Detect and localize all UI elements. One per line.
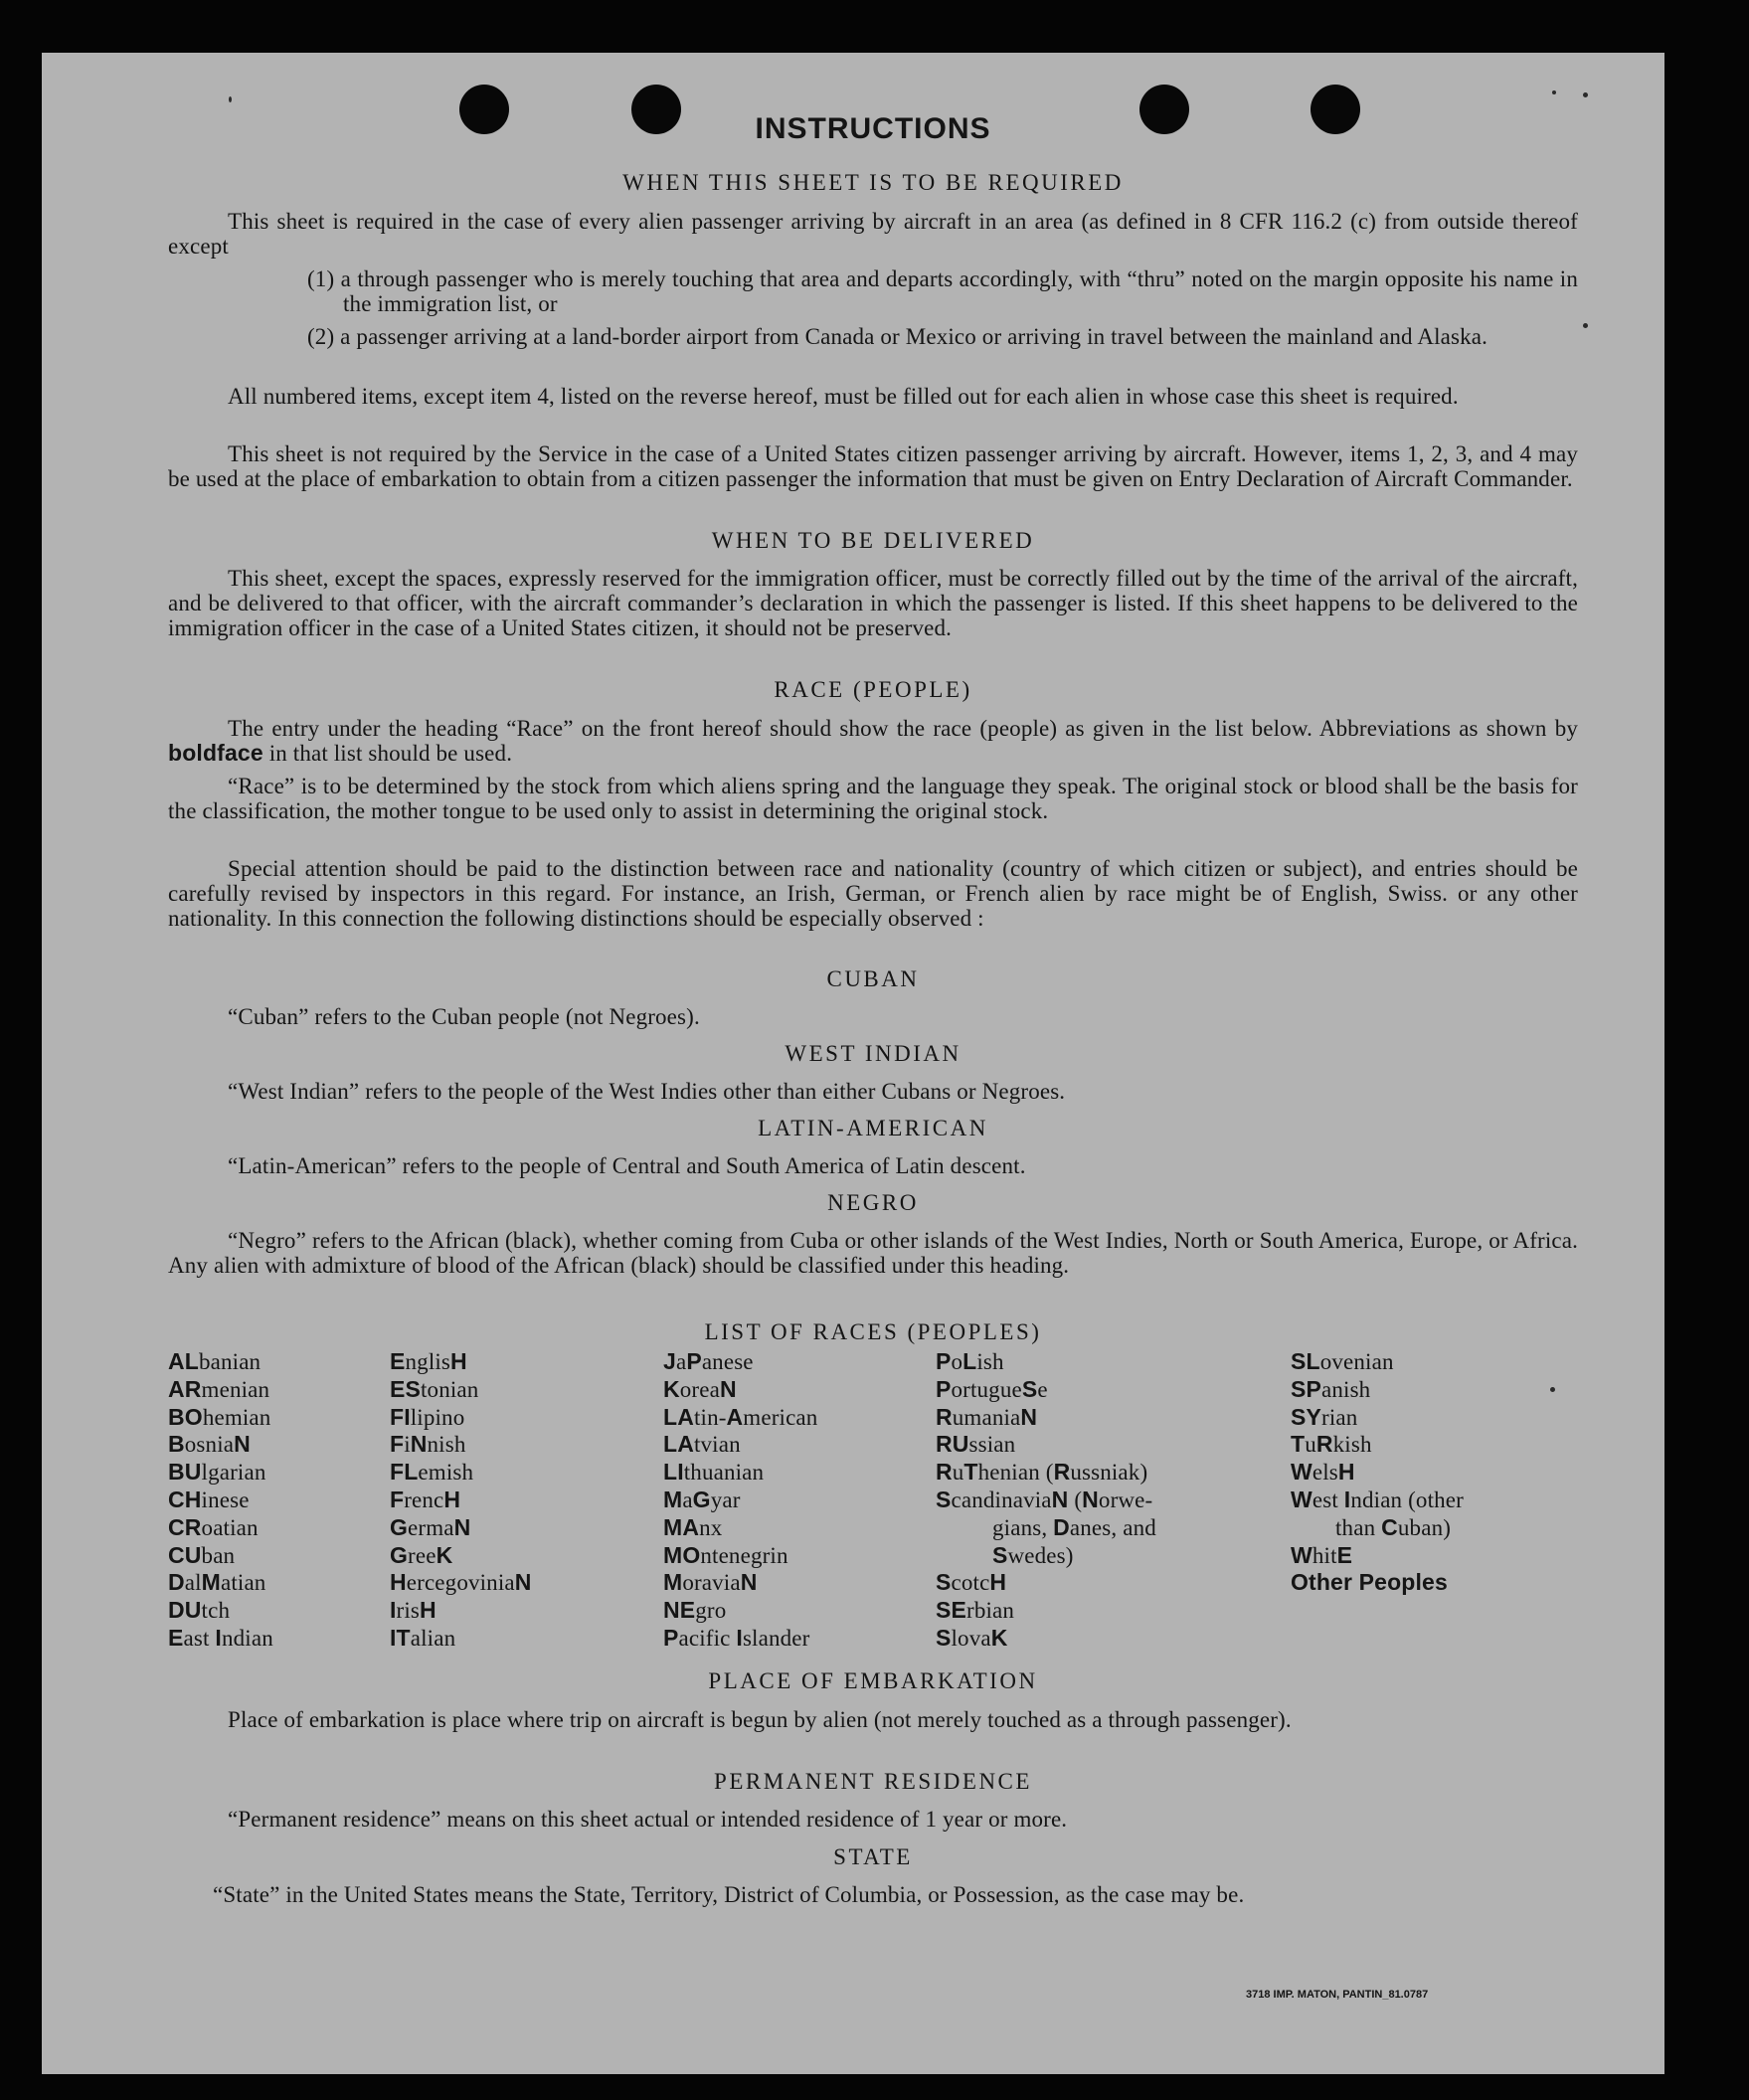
race-list-column-3 bbox=[663, 1348, 817, 1653]
race-list-item: HercegoviniaN bbox=[390, 1569, 532, 1596]
race-list-item: FIlipino bbox=[390, 1403, 465, 1430]
race-list-column-1 bbox=[168, 1348, 273, 1653]
race-list-item: East Indian bbox=[168, 1624, 273, 1651]
paragraph-race-nationality: Special attention should be paid to the distinction between race and nationality (country of which citizen or subject), and entries should be carefully revised by inspectors in this regard. For instance, an Irish, German, or French alien by race might be of English, Swiss. or any other nationality. In this connection the following distinctions should be especially observed : bbox=[168, 856, 1578, 931]
speck-mark bbox=[1583, 92, 1588, 97]
speck-mark bbox=[1552, 90, 1556, 94]
race-list-item: EStonian bbox=[390, 1375, 479, 1402]
race-list-item: gians, Danes, and bbox=[992, 1513, 1156, 1540]
race-list-item: CRoatian bbox=[168, 1513, 259, 1540]
race-list-item: MAnx bbox=[663, 1513, 723, 1540]
race-list-item: ScotcH bbox=[936, 1569, 1007, 1596]
boldface-word: boldface bbox=[168, 740, 263, 766]
race-list-item: SlovaK bbox=[936, 1624, 1008, 1651]
race-list-item: RuThenian (Russniak) bbox=[936, 1459, 1148, 1486]
race-list-item: FiNnish bbox=[390, 1431, 466, 1458]
race-list-item: MaGyar bbox=[663, 1486, 741, 1512]
race-list-item: Pacific Islander bbox=[663, 1624, 810, 1651]
section-heading-required: WHEN THIS SHEET IS TO BE REQUIRED bbox=[622, 170, 1124, 195]
speck-mark bbox=[229, 96, 232, 102]
paragraph-embarkation: Place of embarkation is place where trip on aircraft is begun by alien (not merely touched as a through passenger). bbox=[228, 1707, 1292, 1732]
race-list-item: ScandinaviaN (Norwe- bbox=[936, 1486, 1153, 1512]
paragraph-latin-american: “Latin-American” refers to the people of Central and South America of Latin descent. bbox=[228, 1153, 1026, 1178]
document-sheet bbox=[42, 53, 1664, 2074]
race-list-item: SPanish bbox=[1291, 1375, 1371, 1402]
race-list-item: IrisH bbox=[390, 1597, 437, 1624]
race-list-item: MoraviaN bbox=[663, 1569, 758, 1596]
race-list-item: LAtin-American bbox=[663, 1403, 818, 1430]
race-list-item: ITalian bbox=[390, 1624, 456, 1651]
paragraph-negro: “Negro” refers to the African (black), whether coming from Cuba or other islands of the West Indies, North or South America, Europe, or Africa. Any alien with admixture of blood of the African (black) should be classified under this heading. bbox=[168, 1228, 1578, 1278]
race-list-item: LIthuanian bbox=[663, 1459, 765, 1486]
section-heading-west-indian: WEST INDIAN bbox=[785, 1041, 962, 1066]
paragraph-state: “State” in the United States means the State, Territory, District of Columbia, or Possession, as the case may be. bbox=[213, 1882, 1245, 1907]
race-list-item: NEgro bbox=[663, 1597, 727, 1624]
race-list-item: SLovenian bbox=[1291, 1348, 1394, 1374]
printer-imprint: 3718 IMP. MATON, PANTIN_81.0787 bbox=[1246, 1989, 1429, 2001]
paragraph-numbered-items: All numbered items, except item 4, listed on the reverse hereof, must be filled out for each alien in whose case this sheet is required. bbox=[228, 384, 1459, 409]
section-heading-negro: NEGRO bbox=[827, 1190, 919, 1215]
race-list-item: WhitE bbox=[1291, 1541, 1353, 1568]
paragraph-race-entry bbox=[168, 716, 1578, 766]
section-heading-race: RACE (PEOPLE) bbox=[774, 677, 972, 702]
section-heading-latin-american: LATIN-AMERICAN bbox=[758, 1116, 988, 1140]
paragraph-west-indian: “West Indian” refers to the people of the West Indies other than either Cubans or Negroes. bbox=[228, 1079, 1066, 1104]
race-list-item: CUban bbox=[168, 1541, 236, 1568]
race-list-item: DUtch bbox=[168, 1597, 231, 1624]
race-list-item: Swedes) bbox=[992, 1541, 1074, 1568]
race-list-item: GermaN bbox=[390, 1513, 471, 1540]
race-list-item: EnglisH bbox=[390, 1348, 467, 1374]
section-heading-delivered: WHEN TO BE DELIVERED bbox=[711, 528, 1035, 553]
race-entry-text: The entry under the heading “Race” on the front hereof should show the race (people) as given in the list below. Abbreviations as shown by bbox=[228, 716, 1578, 741]
race-list-item: KoreaN bbox=[663, 1375, 737, 1402]
race-list-item: CHinese bbox=[168, 1486, 250, 1512]
race-list-item: PortugueSe bbox=[936, 1375, 1048, 1402]
race-list-item: FrencH bbox=[390, 1486, 461, 1512]
page-title: INSTRUCTIONS bbox=[755, 112, 991, 145]
paragraph-cuban: “Cuban” refers to the Cuban people (not Negroes). bbox=[228, 1004, 700, 1029]
speck-mark bbox=[1550, 1387, 1555, 1392]
exception-item-2: (2) a passenger arriving at a land-border airport from Canada or Mexico or arriving in travel between the mainland and Alaska. bbox=[307, 324, 1487, 349]
speck-mark bbox=[1583, 323, 1588, 328]
race-list-item: Other Peoples bbox=[1291, 1569, 1448, 1596]
race-list-item: RUssian bbox=[936, 1431, 1016, 1458]
section-heading-embarkation: PLACE OF EMBARKATION bbox=[708, 1668, 1038, 1693]
race-list-item: BUlgarian bbox=[168, 1459, 266, 1486]
race-list-column-2 bbox=[390, 1348, 532, 1653]
race-list-item: ARmenian bbox=[168, 1375, 270, 1402]
paragraph-citizen: This sheet is not required by the Service in the case of a United States citizen passenger arriving by aircraft. However, items 1, 2, 3, and 4 may be used at the place of embarkation to obtain from a citizen passenger the information that must be given on Entry Declaration of Aircraft Commander. bbox=[168, 441, 1578, 491]
section-heading-cuban: CUBAN bbox=[826, 966, 920, 991]
race-list-item: West Indian (other bbox=[1291, 1486, 1464, 1512]
paragraph-race-determination: “Race” is to be determined by the stock from which aliens spring and the language they speak. The original stock or blood shall be the basis for the classification, the mother tongue to be used only to assist in determining the original stock. bbox=[168, 774, 1578, 823]
race-list-item: TuRkish bbox=[1291, 1431, 1372, 1458]
paragraph-residence: “Permanent residence” means on this sheet actual or intended residence of 1 year or more. bbox=[228, 1807, 1068, 1832]
race-list-item: RumaniaN bbox=[936, 1403, 1038, 1430]
race-list-item: WelsH bbox=[1291, 1459, 1355, 1486]
race-list-item: PoLish bbox=[936, 1348, 1004, 1374]
section-heading-residence: PERMANENT RESIDENCE bbox=[714, 1769, 1032, 1794]
race-list-item: BosniaN bbox=[168, 1431, 251, 1458]
race-list-item: LAtvian bbox=[663, 1431, 741, 1458]
race-list-item: ALbanian bbox=[168, 1348, 262, 1374]
race-list-item: GreeK bbox=[390, 1541, 453, 1568]
race-list-item: BOhemian bbox=[168, 1403, 271, 1430]
race-list-column-4 bbox=[936, 1348, 1156, 1653]
race-list-item: SErbian bbox=[936, 1597, 1015, 1624]
race-entry-text-end: in that list should be used. bbox=[268, 741, 513, 766]
race-list-item: DalMatian bbox=[168, 1569, 266, 1596]
exception-item-1: (1) a through passenger who is merely touching that area and departs accordingly, with “thru” noted on the margin opposite his name in the immigration list, or bbox=[307, 266, 1578, 316]
section-heading-list-of-races: LIST OF RACES (PEOPLES) bbox=[704, 1319, 1042, 1344]
race-list-item: FLemish bbox=[390, 1459, 474, 1486]
race-list-column-5 bbox=[1291, 1348, 1464, 1597]
paragraph-delivered: This sheet, except the spaces, expressly reserved for the immigration officer, must be correctly filled out by the time of the arrival of the aircraft, and be delivered to that officer, with the aircraft commander’s declaration in which the passenger is listed. If this sheet happens to be delivered to the immigration officer in the case of a United States citizen, it should not be preserved. bbox=[168, 566, 1578, 640]
race-list-item: than Cuban) bbox=[1335, 1513, 1452, 1540]
race-list-item: MOntenegrin bbox=[663, 1541, 788, 1568]
race-list-item: JaPanese bbox=[663, 1348, 754, 1374]
section-heading-state: STATE bbox=[833, 1844, 913, 1869]
paragraph-required-intro: This sheet is required in the case of every alien passenger arriving by aircraft in an area (as defined in 8 CFR 116.2 (c) from outside thereof except bbox=[168, 209, 1578, 259]
race-list-item: SYrian bbox=[1291, 1403, 1358, 1430]
